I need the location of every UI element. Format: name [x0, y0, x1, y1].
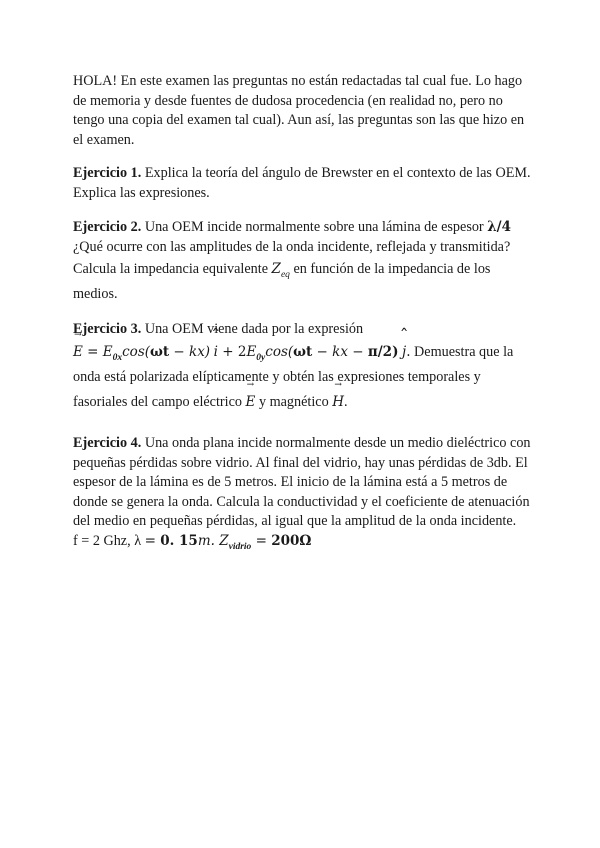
e-vector-symbol: → E [73, 340, 83, 365]
exercise-2 [73, 218, 533, 307]
exercise-1-label: Ejercicio 1. [73, 165, 142, 181]
i-unit-vector: ˆ i [214, 340, 218, 365]
exercise-3-text: fasoriales del campo eléctrico [73, 393, 246, 410]
exercise-4-text: pequeñas pérdidas sobre vidrio. Al final del vidrio, hay unas pérdidas de 3db. El [73, 454, 528, 471]
field-equation: → $E = E_{0x}\cos(\omega t - kx)$ ˆ $i + 2E_{0y}\cos(\omega t$ − kx − π/2) ˆ j. Demuestra que la [73, 340, 533, 365]
exercise-4-data: f = 2 Ghz, λ = 0. 15m. $Z_{vidrio} = 200\Omega$ [73, 532, 312, 552]
exercise-4-text: espesor de la lámina es de 5 metros. El inicio de la lámina está a 5 metros de [73, 474, 508, 491]
exercise-4-label: Ejercicio 4. [73, 435, 142, 451]
z-eq-symbol: Z [271, 261, 281, 278]
exercise-3-text: Demuestra que la [410, 343, 514, 360]
exercise-1 [73, 164, 533, 203]
e-field-symbol: → E [246, 390, 256, 415]
intro-line: el examen. [73, 131, 135, 148]
exercise-3-text: Una OEM viene dada por la expresión [141, 321, 364, 337]
lambda-quarter-formula: λ/4 [487, 219, 512, 235]
exercise-4 [73, 434, 533, 552]
exercise-2-label: Ejercicio 2. [73, 219, 142, 235]
exercise-2-text: medios. [73, 286, 118, 303]
intro-line: HOLA! En este examen las preguntas no están redactadas tal cual fue. Lo hago [73, 73, 523, 89]
intro-line: tengo una copia del examen tal cual). Aun así, las preguntas son las que hizo en [73, 112, 525, 129]
exercise-3-label: Ejercicio 3. [73, 321, 142, 337]
z-vidrio-symbol: Z [219, 532, 229, 549]
intro-paragraph [73, 72, 533, 150]
exercise-3: Ejercicio 3. Una OEM viene dada por la expresión → $E = E_{0x}\cos(\omega t - kx)$ ˆ $i + 2E_{0y}\cos(\omega t$ − kx − π/2) ˆ j. Demuestra que la onda está polarizada elípticamente y obtén las expresiones temporales y fasoriales del campo eléctrico → E y magnético → H. [73, 320, 533, 415]
intro-line: de memoria y desde fuentes de dudosa procedencia (en realidad no, pero no [73, 92, 503, 109]
exercise-4-text: donde se genera la onda. Calcula la conductividad y el coeficiente de atenuación [73, 493, 530, 510]
exercise-1-text: Explica la teoría del ángulo de Brewster en el contexto de las OEM. [141, 165, 531, 181]
exercise-2-text: ¿Qué ocurre con las amplitudes de la onda incidente, reflejada y transmitida? [73, 238, 511, 255]
j-unit-vector: ˆ j [402, 340, 406, 365]
exercise-2-text: Calcula la impedancia equivalente [73, 261, 272, 278]
exercise-4-text: del medio en pequeñas pérdidas, al igual que la amplitud de la onda incidente. [73, 513, 517, 530]
exercise-3-text: onda está polarizada elípticamente y obtén las expresiones temporales y [73, 368, 481, 385]
exercise-4-text: Una onda plana incide normalmente desde un medio dieléctrico con [141, 435, 531, 451]
exercise-1-text: Explica las expresiones. [73, 184, 210, 201]
exercise-2-text: en función de la impedancia de los [289, 261, 491, 278]
z-eq-subscript: eq [280, 270, 290, 281]
exercise-2-text: Una OEM incide normalmente sobre una lámina de espesor [141, 219, 488, 235]
h-field-symbol: → H [332, 390, 344, 415]
